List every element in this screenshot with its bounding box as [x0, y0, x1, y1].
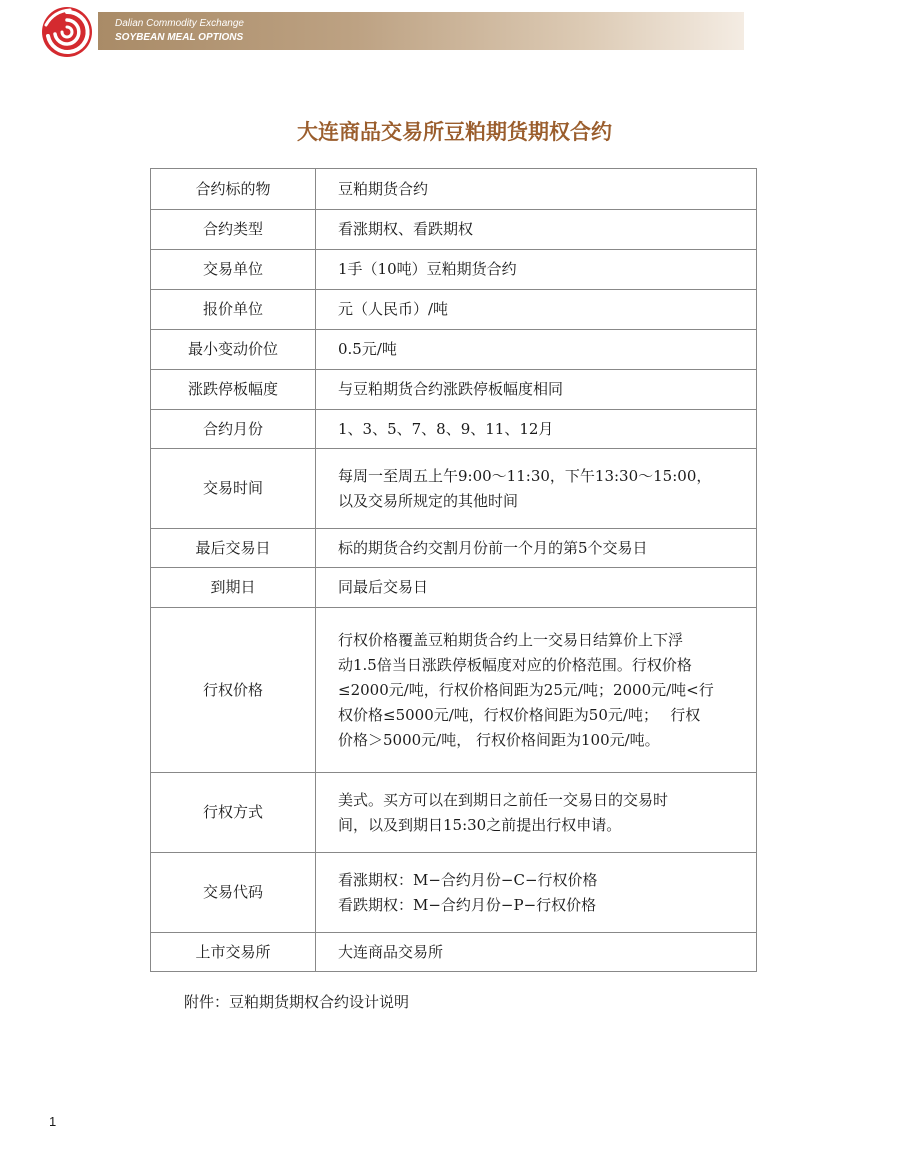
spec-value [316, 370, 757, 410]
spec-label: 报价单位 [151, 290, 316, 330]
spec-value-line: 豆粕期货合约 [338, 179, 429, 198]
spec-row [151, 169, 757, 210]
spec-label: 合约类型 [151, 210, 316, 250]
spec-value [316, 250, 757, 290]
spec-value [316, 169, 757, 210]
contract-spec-table [150, 168, 757, 972]
spec-value-line: 动1.5倍当日涨跌停板幅度对应的价格范围。行权价格 [338, 655, 692, 674]
spec-value [316, 608, 757, 773]
spec-value [316, 529, 757, 568]
spec-label: 上市交易所 [151, 933, 316, 972]
spec-value-line: 价格＞5000元/吨， 行权价格间距为100元/吨。 [338, 730, 660, 749]
spec-label: 涨跌停板幅度 [151, 370, 316, 410]
spec-value-line: ≤2000元/吨，行权价格间距为25元/吨；2000元/吨<行 [338, 680, 714, 699]
spec-label: 到期日 [151, 568, 316, 608]
page-number: 1 [49, 1114, 57, 1129]
spec-row [151, 933, 757, 972]
header-banner [98, 12, 744, 50]
spec-value-line: 权价格≤5000元/吨，行权价格间距为50元/吨； 行权 [338, 705, 701, 724]
spec-row [151, 529, 757, 568]
spec-value-line: 1、3、5、7、8、9、11、12月 [338, 419, 554, 438]
spec-value [316, 933, 757, 972]
attachment-note: 附件：豆粕期货期权合约设计说明 [184, 993, 410, 1011]
spec-label: 交易时间 [151, 449, 316, 529]
spec-value [316, 449, 757, 529]
spec-value [316, 568, 757, 608]
spec-value-line: 元（人民币）/吨 [338, 300, 449, 318]
document-title: 大连商品交易所豆粕期货期权合约 [297, 120, 612, 144]
spec-label: 合约月份 [151, 410, 316, 449]
spec-value-line: 大连商品交易所 [338, 942, 444, 961]
spec-value [316, 410, 757, 449]
spec-label: 最后交易日 [151, 529, 316, 568]
spec-value-line: 0.5元/吨 [338, 340, 397, 358]
spec-value-line: 以及交易所规定的其他时间 [338, 491, 519, 510]
spec-row [151, 773, 757, 853]
spec-row [151, 250, 757, 290]
spec-value-line: 与豆粕期货合约涨跌停板幅度相同 [338, 380, 564, 398]
spec-label: 交易代码 [151, 853, 316, 933]
spec-label: 合约标的物 [151, 169, 316, 210]
dce-logo-icon [40, 5, 94, 59]
spec-value-line: 看涨期权：M−合约月份−C−行权价格 [338, 870, 598, 889]
spec-row [151, 330, 757, 370]
spec-value [316, 210, 757, 250]
spec-value [316, 290, 757, 330]
spec-label: 最小变动价位 [151, 330, 316, 370]
spec-row [151, 608, 757, 773]
spec-value-line: 1手（10吨）豆粕期货合约 [338, 260, 517, 278]
spec-row [151, 210, 757, 250]
exchange-name: Dalian Commodity Exchange [115, 18, 244, 29]
spec-value-line: 美式。买方可以在到期日之前任一交易日的交易时 [338, 790, 669, 809]
spec-value-line: 同最后交易日 [338, 578, 429, 596]
spec-value-line: 每周一至周五上午9:00～11:30，下午13:30～15:00， [338, 466, 712, 485]
spec-value [316, 773, 757, 853]
spec-row [151, 449, 757, 529]
spec-value [316, 853, 757, 933]
product-name: SOYBEAN MEAL OPTIONS [115, 32, 244, 43]
spec-row [151, 853, 757, 933]
spec-value-line: 看涨期权、看跌期权 [338, 220, 474, 238]
spec-row [151, 370, 757, 410]
spec-label: 行权方式 [151, 773, 316, 853]
spec-row [151, 410, 757, 449]
spec-value [316, 330, 757, 370]
spec-label: 行权价格 [151, 608, 316, 773]
spec-value-line: 行权价格覆盖豆粕期货合约上一交易日结算价上下浮 [338, 630, 684, 649]
spec-label: 交易单位 [151, 250, 316, 290]
spec-value-line: 间，以及到期日15:30之前提出行权申请。 [338, 815, 622, 834]
spec-row [151, 290, 757, 330]
spec-value-line: 标的期货合约交割月份前一个月的第5个交易日 [338, 538, 648, 557]
spec-value-line: 看跌期权：M−合约月份−P−行权价格 [338, 895, 597, 914]
spec-row [151, 568, 757, 608]
